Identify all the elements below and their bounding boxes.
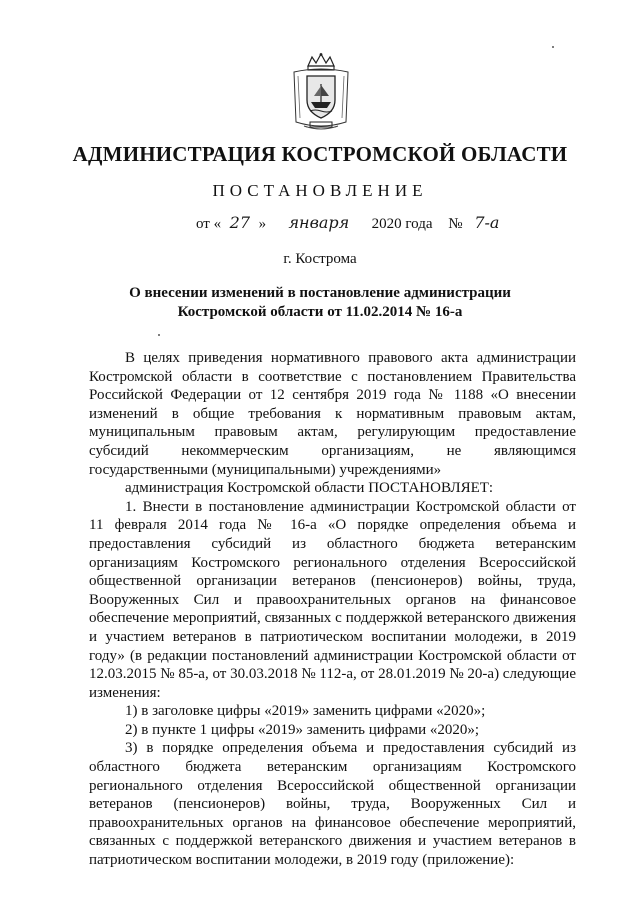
date-year: 2020 года xyxy=(371,216,433,232)
date-prefix: от « xyxy=(196,216,222,232)
document-title xyxy=(110,284,530,322)
date-day-handwritten: 27 xyxy=(229,213,251,232)
paragraph-subitem-1: 1) в заголовке цифры «2019» заменить цифрами «2020»; xyxy=(125,703,486,720)
document-number-handwritten: 7-а xyxy=(474,213,500,232)
date-month-handwritten: января xyxy=(288,213,350,232)
document-type: ПОСТАНОВЛЕНИЕ xyxy=(212,181,428,200)
paragraph-preamble: В целях приведения нормативного правового акта администрации Костромской области в соответствие с постановлением Правительства Российской Федерации от 12 сентября 2019 года № 1188 «О внесении изменений в общие требования к нормативным правовым актам, муниципальным правовым актам, регулирующим предоставление субсидий некоммерческим организациям, не являющимся государственными (муниципальными) учреждениями» xyxy=(89,350,576,478)
document-body xyxy=(89,349,576,870)
title-line-1: О внесении изменений в постановление администрации xyxy=(129,285,511,301)
paragraph-item-1: 1. Внести в постановление администрации Костромской области от 11 февраля 2014 года № 16-а «О порядке определения объема и предоставления субсидий из областного бюджета ветеранским организациям Костромского регионального отделения Всероссийской общественной организации ветеранов (пенсионеров) войны, труда, Вооруженных Сил и правоохранительных органов на финансовое обеспечение мероприятий, связанных с поддержкой ветеранского движения и участием ветеранов в патриотическом воспитании молодежи, в 2019 году» (в редакции постановлений администрации Костромской области от 12.03.2015 № 85-а, от 30.03.2018 № 112-а, от 28.01.2019 № 20-а) следующие изменения: xyxy=(89,498,576,701)
paragraph-subitem-2: 2) в пункте 1 цифры «2019» заменить цифрами «2020»; xyxy=(125,721,480,738)
date-number-line xyxy=(196,213,499,233)
city: г. Кострома xyxy=(283,251,357,267)
paragraph-resolves: администрация Костромской области ПОСТАНОВЛЯЕТ: xyxy=(125,480,494,497)
title-line-2: Костромской области от 11.02.2014 № 16-а xyxy=(177,304,463,320)
paragraph-subitem-3: 3) в порядке определения объема и предоставления субсидий из областного бюджета ветеранским организациям Костромского регионального отделения Всероссийской общественной организации ветеранов (пенсионеров) войны, труда, Вооруженных Сил и правоохранительных органов на финансовое обеспечение мероприятий, связанных с поддержкой ветеранского движения и участием ветеранов в патриотическом воспитании молодежи, в 2019 году (приложение): xyxy=(89,740,576,869)
scan-speck xyxy=(158,334,160,336)
date-quote-close: » xyxy=(258,216,267,232)
kostroma-coat-of-arms-icon xyxy=(290,52,352,132)
organization-name: АДМИНИСТРАЦИЯ КОСТРОМСКОЙ ОБЛАСТИ xyxy=(72,142,568,166)
number-sign: № xyxy=(448,216,463,232)
scan-speck xyxy=(552,46,554,48)
